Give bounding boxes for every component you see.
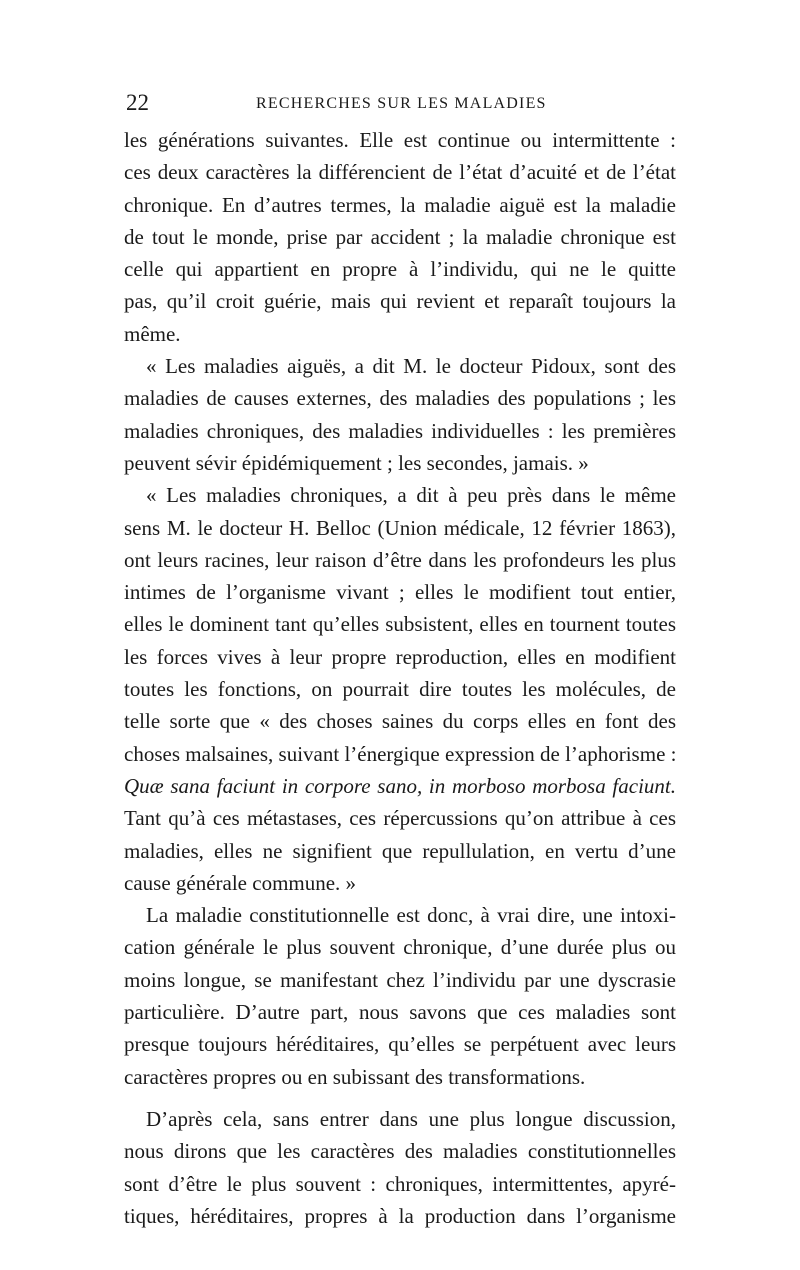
text-line: maladies de causes externes, des maladies des populations ; les	[124, 386, 676, 411]
page-number: 22	[126, 90, 149, 115]
text-line: pas, qu’il croit guérie, mais qui revient et reparaît toujours la	[124, 289, 676, 314]
text-line: les forces vives à leur propre reproduction, elles en modifient	[124, 644, 676, 669]
text-line: « Les maladies aiguës, a dit M. le docteur Pidoux, sont des	[146, 354, 676, 379]
text-line: tiques, héréditaires, propres à la production dans l’organisme	[124, 1203, 676, 1228]
text-line: ont leurs racines, leur raison d’être dans les profondeurs les plus	[124, 547, 676, 572]
text-line: cause générale commune. »	[124, 870, 357, 895]
running-title: RECHERCHES SUR LES MALADIES	[256, 95, 547, 112]
text-line: celle qui appartient en propre à l’individu, qui ne le quitte	[124, 257, 676, 282]
text-line: « Les maladies chroniques, a dit à peu près dans le même	[146, 483, 676, 508]
text-line: presque toujours héréditaires, qu’elles se perpétuent avec leurs	[124, 1032, 676, 1057]
text-line: Tant qu’à ces métastases, ces répercussions qu’on attribue à ces	[124, 806, 676, 831]
text-line: nous dirons que les caractères des maladies constitutionnelles	[124, 1139, 676, 1164]
text-line: sens M. le docteur H. Belloc (Union médicale, 12 février 1863),	[124, 515, 676, 540]
text-line: maladies, elles ne signifient que repullulation, en vertu d’une	[124, 838, 676, 863]
text-line: même.	[124, 321, 181, 346]
text-line: intimes de l’organisme vivant ; elles le modifient tout entier,	[124, 580, 676, 605]
text-line: D’après cela, sans entrer dans une plus longue discussion,	[146, 1106, 676, 1131]
body-text	[124, 124, 676, 1232]
text-line: La maladie constitutionnelle est donc, à vrai dire, une intoxi-	[146, 903, 676, 928]
text-line: Quæ sana faciunt in corpore sano, in morboso morbosa faciunt.	[124, 773, 676, 798]
text-line: ces deux caractères la différencient de l’état d’acuité et de l’état	[124, 160, 676, 185]
text-line: maladies chroniques, des maladies individuelles : les premières	[124, 418, 676, 443]
text-line: moins longue, se manifestant chez l’individu par une dyscrasie	[124, 967, 676, 992]
text-line: cation générale le plus souvent chronique, d’une durée plus ou	[124, 935, 676, 960]
text-line: choses malsaines, suivant l’énergique expression de l’aphorisme :	[124, 741, 677, 766]
text-line: toutes les fonctions, on pourrait dire toutes les molécules, de	[124, 677, 676, 702]
text-line: elles le dominent tant qu’elles subsistent, elles en tournent toutes	[124, 612, 676, 637]
text-line: sont d’être le plus souvent : chroniques, intermittentes, apyré-	[124, 1171, 676, 1196]
text-line: particulière. D’autre part, nous savons que ces maladies sont	[124, 1000, 676, 1025]
text-line: de tout le monde, prise par accident ; la maladie chronique est	[124, 224, 676, 249]
text-line: caractères propres ou en subissant des transformations.	[124, 1064, 586, 1089]
page-header	[126, 88, 674, 118]
text-line: chronique. En d’autres termes, la maladie aiguë est la maladie	[124, 192, 676, 217]
text-line: les générations suivantes. Elle est continue ou intermittente :	[124, 128, 676, 152]
text-line: peuvent sévir épidémiquement ; les secondes, jamais. »	[124, 450, 589, 475]
text-line: telle sorte que « des choses saines du corps elles en font des	[124, 709, 676, 734]
